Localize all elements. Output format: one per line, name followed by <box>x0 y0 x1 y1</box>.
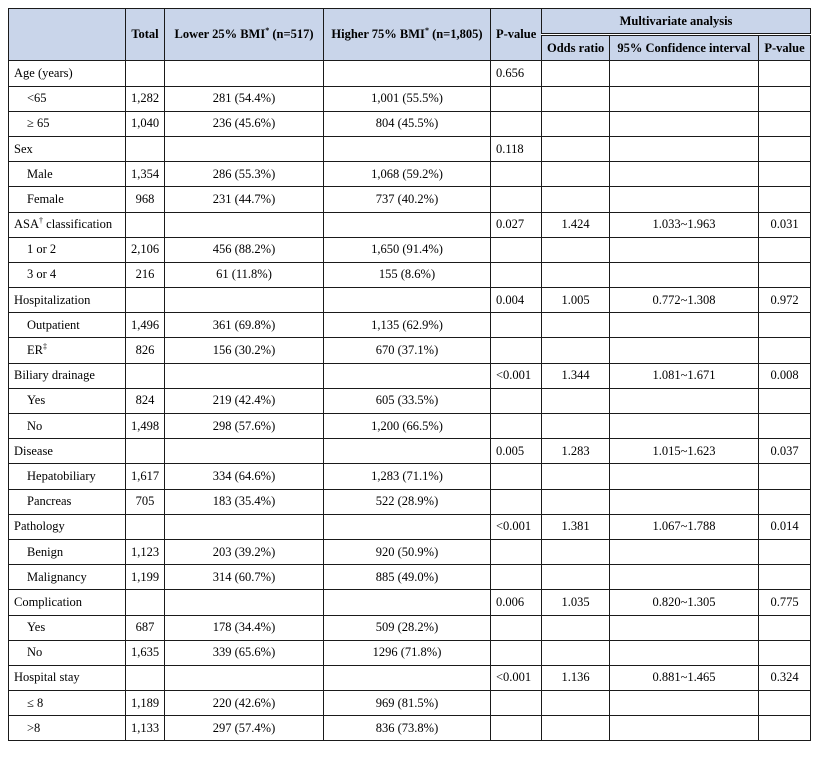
higher-bmi-cell: 804 (45.5%) <box>324 111 491 136</box>
confidence-interval-cell <box>610 86 759 111</box>
confidence-interval-cell: 1.067~1.788 <box>610 514 759 539</box>
confidence-interval-cell <box>610 61 759 86</box>
mv-p-value-cell <box>759 111 811 136</box>
confidence-interval-cell <box>610 313 759 338</box>
p-value-cell: 0.005 <box>491 439 542 464</box>
lower-bmi-cell: 231 (44.7%) <box>165 187 324 212</box>
higher-bmi-cell: 1,200 (66.5%) <box>324 414 491 439</box>
p-value-cell <box>491 313 542 338</box>
mv-p-value-cell <box>759 388 811 413</box>
p-value-cell <box>491 414 542 439</box>
confidence-interval-cell: 0.881~1.465 <box>610 665 759 690</box>
mv-p-value-cell <box>759 489 811 514</box>
confidence-interval-cell: 1.033~1.963 <box>610 212 759 237</box>
p-value-cell: <0.001 <box>491 665 542 690</box>
odds-ratio-cell <box>542 162 610 187</box>
total-cell: 1,123 <box>126 539 165 564</box>
mv-p-value-cell <box>759 136 811 161</box>
table-row <box>9 716 811 741</box>
confidence-interval-cell <box>610 489 759 514</box>
table-row <box>9 665 811 690</box>
lower-bmi-cell <box>165 590 324 615</box>
row-label: ≤ 8 <box>9 691 126 716</box>
total-cell: 216 <box>126 262 165 287</box>
higher-bmi-cell <box>324 61 491 86</box>
row-label: 3 or 4 <box>9 262 126 287</box>
table-row <box>9 691 811 716</box>
higher-bmi-cell: 1,650 (91.4%) <box>324 237 491 262</box>
table-row <box>9 514 811 539</box>
odds-ratio-cell <box>542 388 610 413</box>
total-cell <box>126 288 165 313</box>
higher-bmi-cell: 1,068 (59.2%) <box>324 162 491 187</box>
mv-p-value-cell <box>759 691 811 716</box>
lower-bmi-cell: 178 (34.4%) <box>165 615 324 640</box>
total-cell <box>126 514 165 539</box>
total-cell: 1,199 <box>126 565 165 590</box>
row-label: Yes <box>9 615 126 640</box>
row-label: Pathology <box>9 514 126 539</box>
higher-bmi-cell <box>324 288 491 313</box>
row-label: Pancreas <box>9 489 126 514</box>
table-row <box>9 111 811 136</box>
p-value-cell: <0.001 <box>491 514 542 539</box>
mv-p-value-cell <box>759 615 811 640</box>
higher-bmi-cell <box>324 136 491 161</box>
confidence-interval-cell <box>610 388 759 413</box>
mv-p-value-cell: 0.037 <box>759 439 811 464</box>
row-label: Hepatobiliary <box>9 464 126 489</box>
table-row <box>9 237 811 262</box>
odds-ratio-cell <box>542 237 610 262</box>
table-row <box>9 86 811 111</box>
p-value-cell: 0.004 <box>491 288 542 313</box>
header-confidence-interval: 95% Confidence interval <box>610 35 759 61</box>
row-label: Female <box>9 187 126 212</box>
p-value-cell <box>491 539 542 564</box>
higher-bmi-cell <box>324 212 491 237</box>
table-row <box>9 262 811 287</box>
total-cell: 1,354 <box>126 162 165 187</box>
lower-bmi-cell <box>165 212 324 237</box>
table-row <box>9 615 811 640</box>
total-cell <box>126 665 165 690</box>
lower-bmi-cell: 286 (55.3%) <box>165 162 324 187</box>
lower-bmi-cell: 361 (69.8%) <box>165 313 324 338</box>
confidence-interval-cell <box>610 565 759 590</box>
table-row <box>9 439 811 464</box>
lower-bmi-cell: 339 (65.6%) <box>165 640 324 665</box>
odds-ratio-cell <box>542 136 610 161</box>
p-value-cell <box>491 111 542 136</box>
row-label: ER‡ <box>9 338 126 363</box>
lower-bmi-cell <box>165 514 324 539</box>
p-value-cell <box>491 640 542 665</box>
table-row <box>9 590 811 615</box>
lower-bmi-cell: 219 (42.4%) <box>165 388 324 413</box>
odds-ratio-cell: 1.283 <box>542 439 610 464</box>
odds-ratio-cell <box>542 565 610 590</box>
higher-bmi-cell: 920 (50.9%) <box>324 539 491 564</box>
row-label: ASA† classification <box>9 212 126 237</box>
confidence-interval-cell <box>610 615 759 640</box>
p-value-cell <box>491 388 542 413</box>
row-label: Sex <box>9 136 126 161</box>
odds-ratio-cell: 1.344 <box>542 363 610 388</box>
p-value-cell <box>491 338 542 363</box>
lower-bmi-cell: 61 (11.8%) <box>165 262 324 287</box>
header-p-value: P-value <box>491 9 542 61</box>
mv-p-value-cell <box>759 640 811 665</box>
confidence-interval-cell: 1.081~1.671 <box>610 363 759 388</box>
odds-ratio-cell <box>542 313 610 338</box>
row-label: No <box>9 414 126 439</box>
odds-ratio-cell <box>542 187 610 212</box>
mv-p-value-cell <box>759 162 811 187</box>
row-label: Malignancy <box>9 565 126 590</box>
table-row <box>9 187 811 212</box>
total-cell <box>126 61 165 86</box>
row-label: Male <box>9 162 126 187</box>
total-cell: 705 <box>126 489 165 514</box>
total-cell: 1,133 <box>126 716 165 741</box>
mv-p-value-cell: 0.972 <box>759 288 811 313</box>
table-row <box>9 464 811 489</box>
higher-bmi-cell <box>324 439 491 464</box>
mv-p-value-cell <box>759 187 811 212</box>
mv-p-value-cell <box>759 414 811 439</box>
odds-ratio-cell <box>542 539 610 564</box>
lower-bmi-cell: 334 (64.6%) <box>165 464 324 489</box>
total-cell: 1,617 <box>126 464 165 489</box>
confidence-interval-cell <box>610 187 759 212</box>
table-body <box>9 61 811 741</box>
header-higher-bmi: Higher 75% BMI* (n=1,805) <box>324 9 491 61</box>
table-row <box>9 136 811 161</box>
higher-bmi-cell: 509 (28.2%) <box>324 615 491 640</box>
total-cell: 968 <box>126 187 165 212</box>
confidence-interval-cell <box>610 640 759 665</box>
lower-bmi-cell <box>165 665 324 690</box>
p-value-cell <box>491 565 542 590</box>
odds-ratio-cell: 1.035 <box>542 590 610 615</box>
row-label: 1 or 2 <box>9 237 126 262</box>
p-value-cell: 0.006 <box>491 590 542 615</box>
lower-bmi-cell <box>165 363 324 388</box>
p-value-cell <box>491 86 542 111</box>
mv-p-value-cell <box>759 313 811 338</box>
table-row <box>9 539 811 564</box>
higher-bmi-cell: 1,001 (55.5%) <box>324 86 491 111</box>
higher-bmi-cell: 155 (8.6%) <box>324 262 491 287</box>
header-odds-ratio: Odds ratio <box>542 35 610 61</box>
table-row <box>9 162 811 187</box>
mv-p-value-cell: 0.775 <box>759 590 811 615</box>
mv-p-value-cell <box>759 237 811 262</box>
bmi-comparison-table <box>8 8 811 741</box>
confidence-interval-cell <box>610 162 759 187</box>
odds-ratio-cell <box>542 262 610 287</box>
higher-bmi-cell: 522 (28.9%) <box>324 489 491 514</box>
p-value-cell <box>491 489 542 514</box>
confidence-interval-cell <box>610 262 759 287</box>
table-row <box>9 338 811 363</box>
table-row <box>9 61 811 86</box>
odds-ratio-cell <box>542 615 610 640</box>
confidence-interval-cell <box>610 539 759 564</box>
lower-bmi-cell: 236 (45.6%) <box>165 111 324 136</box>
odds-ratio-cell <box>542 464 610 489</box>
higher-bmi-cell <box>324 363 491 388</box>
row-label: Biliary drainage <box>9 363 126 388</box>
higher-bmi-cell: 969 (81.5%) <box>324 691 491 716</box>
table-row <box>9 414 811 439</box>
odds-ratio-cell: 1.005 <box>542 288 610 313</box>
row-label: Yes <box>9 388 126 413</box>
confidence-interval-cell <box>610 464 759 489</box>
mv-p-value-cell <box>759 86 811 111</box>
higher-bmi-cell <box>324 514 491 539</box>
total-cell <box>126 212 165 237</box>
row-label: Hospital stay <box>9 665 126 690</box>
odds-ratio-cell <box>542 489 610 514</box>
confidence-interval-cell: 0.772~1.308 <box>610 288 759 313</box>
mv-p-value-cell: 0.031 <box>759 212 811 237</box>
confidence-interval-cell <box>610 136 759 161</box>
higher-bmi-cell: 1296 (71.8%) <box>324 640 491 665</box>
confidence-interval-cell <box>610 691 759 716</box>
row-label: <65 <box>9 86 126 111</box>
lower-bmi-cell: 456 (88.2%) <box>165 237 324 262</box>
mv-p-value-cell: 0.008 <box>759 363 811 388</box>
total-cell: 2,106 <box>126 237 165 262</box>
p-value-cell <box>491 691 542 716</box>
header-variable <box>9 9 126 61</box>
confidence-interval-cell: 1.015~1.623 <box>610 439 759 464</box>
odds-ratio-cell: 1.424 <box>542 212 610 237</box>
table-row <box>9 212 811 237</box>
row-label: >8 <box>9 716 126 741</box>
total-cell: 1,635 <box>126 640 165 665</box>
lower-bmi-cell: 156 (30.2%) <box>165 338 324 363</box>
lower-bmi-cell: 220 (42.6%) <box>165 691 324 716</box>
row-label: Disease <box>9 439 126 464</box>
total-cell: 824 <box>126 388 165 413</box>
total-cell <box>126 439 165 464</box>
header-total: Total <box>126 9 165 61</box>
lower-bmi-cell: 183 (35.4%) <box>165 489 324 514</box>
higher-bmi-cell: 1,135 (62.9%) <box>324 313 491 338</box>
total-cell: 826 <box>126 338 165 363</box>
mv-p-value-cell: 0.014 <box>759 514 811 539</box>
total-cell: 687 <box>126 615 165 640</box>
row-label: ≥ 65 <box>9 111 126 136</box>
lower-bmi-cell: 297 (57.4%) <box>165 716 324 741</box>
mv-p-value-cell: 0.324 <box>759 665 811 690</box>
odds-ratio-cell <box>542 640 610 665</box>
total-cell: 1,040 <box>126 111 165 136</box>
lower-bmi-cell: 203 (39.2%) <box>165 539 324 564</box>
higher-bmi-cell: 737 (40.2%) <box>324 187 491 212</box>
confidence-interval-cell <box>610 237 759 262</box>
confidence-interval-cell <box>610 414 759 439</box>
table-row <box>9 640 811 665</box>
mv-p-value-cell <box>759 716 811 741</box>
lower-bmi-cell: 314 (60.7%) <box>165 565 324 590</box>
odds-ratio-cell: 1.136 <box>542 665 610 690</box>
odds-ratio-cell <box>542 338 610 363</box>
higher-bmi-cell: 1,283 (71.1%) <box>324 464 491 489</box>
table-row <box>9 288 811 313</box>
p-value-cell: <0.001 <box>491 363 542 388</box>
p-value-cell <box>491 262 542 287</box>
mv-p-value-cell <box>759 464 811 489</box>
confidence-interval-cell <box>610 338 759 363</box>
confidence-interval-cell <box>610 111 759 136</box>
higher-bmi-cell: 836 (73.8%) <box>324 716 491 741</box>
p-value-cell: 0.656 <box>491 61 542 86</box>
row-label: Benign <box>9 539 126 564</box>
total-cell: 1,189 <box>126 691 165 716</box>
higher-bmi-cell <box>324 665 491 690</box>
p-value-cell <box>491 237 542 262</box>
p-value-cell <box>491 615 542 640</box>
higher-bmi-cell: 605 (33.5%) <box>324 388 491 413</box>
p-value-cell <box>491 162 542 187</box>
p-value-cell <box>491 187 542 212</box>
confidence-interval-cell: 0.820~1.305 <box>610 590 759 615</box>
mv-p-value-cell <box>759 338 811 363</box>
odds-ratio-cell <box>542 414 610 439</box>
table-row <box>9 388 811 413</box>
lower-bmi-cell <box>165 61 324 86</box>
row-label: Age (years) <box>9 61 126 86</box>
total-cell <box>126 136 165 161</box>
row-label: Complication <box>9 590 126 615</box>
header-mv-p-value: P-value <box>759 35 811 61</box>
row-label: No <box>9 640 126 665</box>
higher-bmi-cell: 670 (37.1%) <box>324 338 491 363</box>
p-value-cell: 0.118 <box>491 136 542 161</box>
table-row <box>9 313 811 338</box>
mv-p-value-cell <box>759 61 811 86</box>
p-value-cell <box>491 716 542 741</box>
odds-ratio-cell <box>542 61 610 86</box>
total-cell: 1,496 <box>126 313 165 338</box>
odds-ratio-cell <box>542 716 610 741</box>
odds-ratio-cell <box>542 86 610 111</box>
lower-bmi-cell: 281 (54.4%) <box>165 86 324 111</box>
total-cell <box>126 363 165 388</box>
odds-ratio-cell <box>542 691 610 716</box>
lower-bmi-cell <box>165 136 324 161</box>
mv-p-value-cell <box>759 565 811 590</box>
total-cell: 1,498 <box>126 414 165 439</box>
mv-p-value-cell <box>759 262 811 287</box>
table-row <box>9 489 811 514</box>
row-label: Outpatient <box>9 313 126 338</box>
total-cell <box>126 590 165 615</box>
mv-p-value-cell <box>759 539 811 564</box>
higher-bmi-cell: 885 (49.0%) <box>324 565 491 590</box>
total-cell: 1,282 <box>126 86 165 111</box>
table-row <box>9 363 811 388</box>
lower-bmi-cell <box>165 439 324 464</box>
odds-ratio-cell: 1.381 <box>542 514 610 539</box>
p-value-cell: 0.027 <box>491 212 542 237</box>
lower-bmi-cell <box>165 288 324 313</box>
confidence-interval-cell <box>610 716 759 741</box>
odds-ratio-cell <box>542 111 610 136</box>
header-lower-bmi: Lower 25% BMI* (n=517) <box>165 9 324 61</box>
table-row <box>9 565 811 590</box>
higher-bmi-cell <box>324 590 491 615</box>
row-label: Hospitalization <box>9 288 126 313</box>
header-multivariate: Multivariate analysis <box>542 9 811 35</box>
lower-bmi-cell: 298 (57.6%) <box>165 414 324 439</box>
p-value-cell <box>491 464 542 489</box>
